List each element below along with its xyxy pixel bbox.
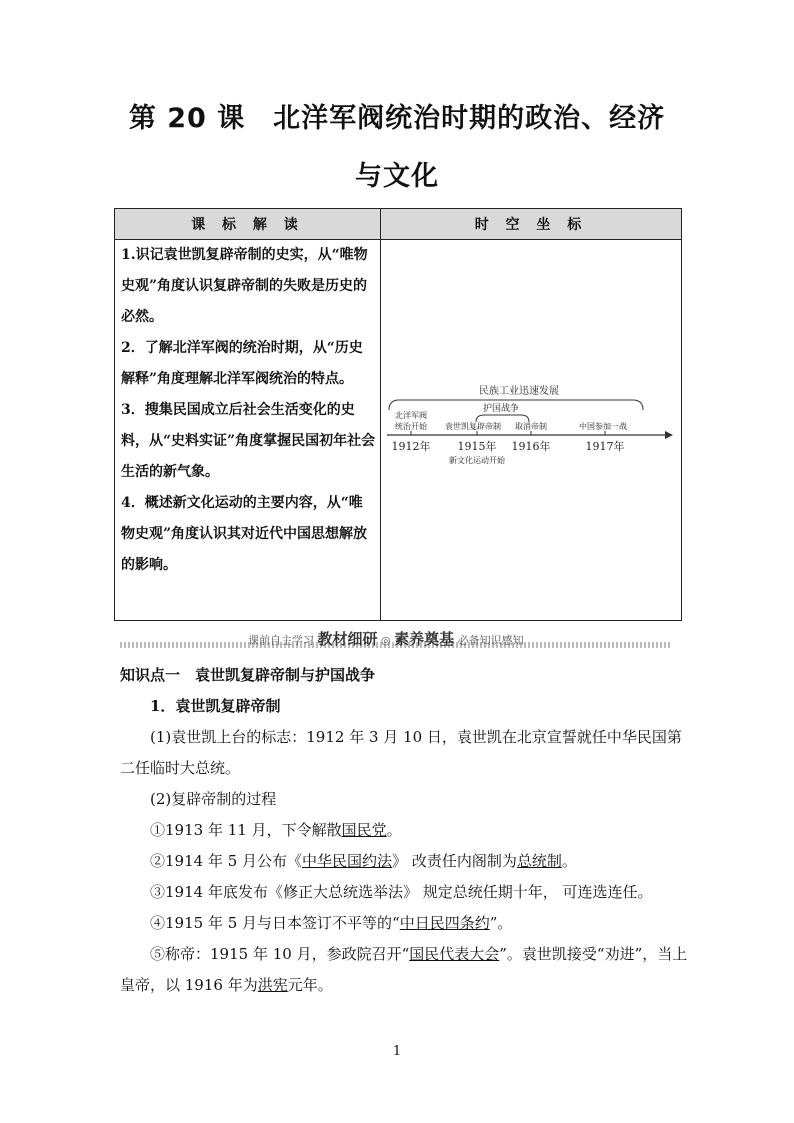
timeline-top-label: 民族工业迅速发展 <box>479 386 559 397</box>
paragraph <box>120 908 690 939</box>
timeline-year: 1912年 <box>391 440 431 453</box>
paragraph: (2)复辟帝制的过程 <box>150 790 277 808</box>
text: 元年。 <box>287 976 333 994</box>
underlined-answer: 国民党 <box>341 821 387 839</box>
paragraph: ③1914 年底发布《修正大总统选举法》 规定总统任期十年， 可连选连任。 <box>150 883 653 901</box>
subsection-heading: 1．袁世凯复辟帝制 <box>150 697 281 715</box>
divider-small-right: 必备知识感知 <box>457 634 524 647</box>
timeline-year: 1915年 <box>457 440 497 453</box>
page-title-line2: 与文化 <box>355 161 439 192</box>
knowledge-content <box>120 660 690 1001</box>
standards-table <box>114 208 682 621</box>
paragraph <box>120 815 690 846</box>
page-title-line1: 第 20 课 北洋军阀统治时期的政治、经济 <box>128 103 666 134</box>
table-header-standards: 课 标 解 读 <box>115 209 381 240</box>
text: ④1915 年 5 月与日本签订不平等的“ <box>150 914 400 932</box>
divider-label <box>248 628 524 649</box>
timeline-year: 1916年 <box>511 440 551 453</box>
section-divider-banner <box>120 628 672 648</box>
timeline-event-label: 袁世凯复辟帝制 <box>445 422 501 431</box>
standards-list-cell <box>115 240 381 621</box>
divider-big-2: 素养奠基 <box>394 630 455 648</box>
text: ①1913 年 11 月，下令解散 <box>150 821 342 839</box>
text: 》 改责任内阁制为 <box>392 852 517 870</box>
timeline-year: 1917年 <box>585 440 625 453</box>
underlined-answer: 总统制 <box>516 852 562 870</box>
divider-big-1: 教材细研 <box>317 630 378 648</box>
section-heading: 知识点一 袁世凯复辟帝制与护国战争 <box>120 666 376 684</box>
timeline-event-label: 取消帝制 <box>515 422 547 431</box>
underlined-answer: 中日民四条约 <box>399 914 490 932</box>
paragraph: (1)袁世凯上台的标志：1912 年 3 月 10 日，袁世凯在北京宣誓就任中华民国第二任临时大总统。 <box>120 728 682 777</box>
divider-small-left: 课前自主学习 <box>248 634 314 647</box>
standard-item: 2．了解北洋军阀的统治时期，从“历史解释”角度理解北洋军阀统治的特点。 <box>121 340 363 387</box>
war-brace <box>476 415 529 422</box>
timeline-event-label: 中国参加一战 <box>579 422 627 431</box>
timeline-diagram <box>381 240 681 616</box>
timeline-below-label: 新文化运动开始 <box>449 456 505 465</box>
timeline-event-label-1912b: 统治开始 <box>395 422 427 431</box>
underlined-answer: 洪宪 <box>257 976 288 994</box>
standard-item: 1.识记袁世凯复辟帝制的史实，从“唯物史观”角度认识复辟帝制的失败是历史的必然。 <box>121 247 368 325</box>
divider-sep-icon: ◎ <box>381 634 391 647</box>
paragraph <box>120 939 690 1001</box>
timeline-cell <box>381 240 682 621</box>
text: ②1914 年 5 月公布《 <box>150 852 303 870</box>
timeline-war-label: 护国战争 <box>482 404 520 414</box>
text: ”。袁世凯接受“劝进”，当上皇帝，以 1916 年为 <box>120 945 688 994</box>
text: ”。 <box>489 914 513 932</box>
underlined-answer: 国民代表大会 <box>409 945 500 963</box>
table-header-timeline: 时 空 坐 标 <box>381 209 682 240</box>
standard-item: 3．搜集民国成立后社会生活变化的史料，从“史料实证”角度掌握民国初年社会生活的新气象。 <box>121 402 376 480</box>
text: 。 <box>386 821 402 839</box>
standard-item: 4．概述新文化运动的主要内容，从“唯物史观”角度认识其对近代中国思想解放的影响。 <box>121 495 368 573</box>
text: ⑤称帝：1915 年 10 月，参政院召开“ <box>150 945 410 963</box>
timeline-arrow <box>665 431 673 439</box>
underlined-answer: 中华民国约法 <box>302 852 393 870</box>
timeline-event-label-1912a: 北洋军阀 <box>395 411 427 420</box>
paragraph <box>120 846 690 877</box>
page-number: 1 <box>392 1044 402 1059</box>
standards-list <box>115 240 380 581</box>
text: 。 <box>561 852 577 870</box>
